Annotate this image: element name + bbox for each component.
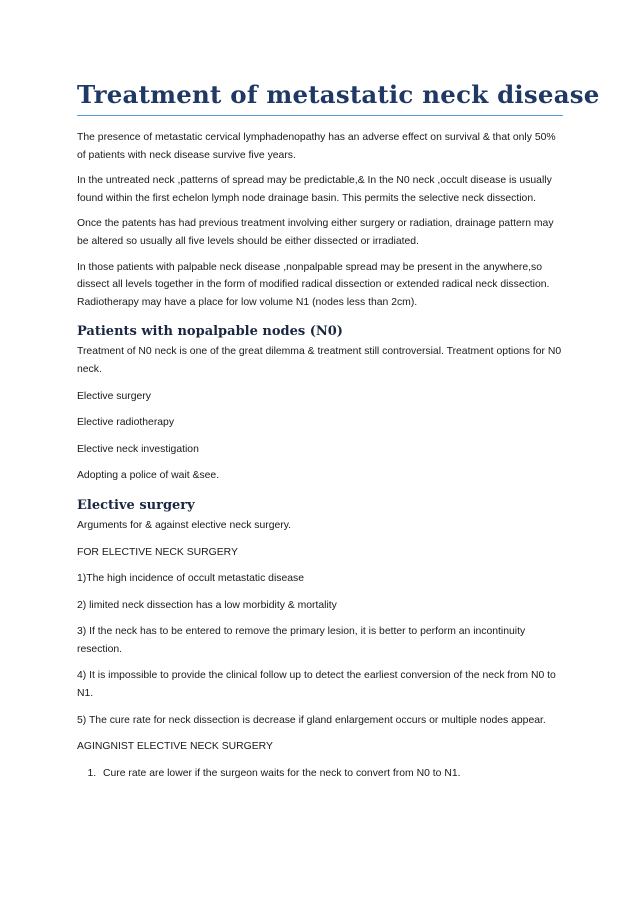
subheading-against: AGINGNIST ELECTIVE NECK SURGERY [77,741,273,753]
treatment-option: Elective neck investigation [77,443,199,455]
intro-paragraph: The presence of metastatic cervical lymphadenopathy has an adverse effect on survival & that only 50% of patients with neck disease survive five years. [77,132,556,161]
section-n0-body [77,343,563,485]
document-title: Treatment of metastatic neck disease [77,78,563,116]
treatment-option: Elective radiotherapy [77,417,175,429]
section-paragraph: Arguments for & against elective neck surgery. [77,519,292,531]
section-paragraph: Treatment of N0 neck is one of the great dilemma & treatment still controversial. Treatment options for N0 neck. [77,346,562,375]
section-heading-n0: Patients with nopalpable nodes (N0) [77,324,343,340]
argument-item: 2) limited neck dissection has a low morbidity & mortality [77,599,337,611]
against-list [77,765,563,783]
argument-item: 1)The high incidence of occult metastatic disease [77,573,304,585]
subheading-for: FOR ELECTIVE NECK SURGERY [77,546,238,558]
section-heading-elective-surgery: Elective surgery [77,497,195,513]
intro-section [77,129,563,311]
intro-paragraph: In the untreated neck ,patterns of spread may be predictable,& In the N0 neck ,occult disease is usually found within the first echelon lymph node drainage basin. This permits the selective neck dissection. [77,175,552,204]
treatment-option: Elective surgery [77,390,151,402]
intro-paragraph: In those patients with palpable neck disease ,nonpalpable spread may be present in the anywhere,so dissect all levels together in the form of modified radical dissection or extended radical neck dissection. Radiotherapy may have a place for low volume N1 (nodes less than 2cm). [77,261,550,308]
argument-item: 4) It is impossible to provide the clinical follow up to detect the earliest conversion of the neck from N0 to N1. [77,670,556,700]
treatment-option: Adopting a police of wait &see. [77,470,220,482]
argument-item: 3) If the neck has to be entered to remove the primary lesion, it is better to perform an incontinuity resection. [77,626,526,655]
section-elective-surgery-body [77,517,563,783]
intro-paragraph: Once the patents has had previous treatment involving either surgery or radiation, drainage pattern may be altered so usually all five levels should be either dissected or irradiated. [77,218,554,247]
document-page [77,78,600,782]
list-item: 1. Cure rate are lower if the surgeon waits for the neck to convert from N0 to N1. [99,765,563,783]
argument-item: 5) The cure rate for neck dissection is decrease if gland enlargement occurs or multiple nodes appear. [77,714,546,726]
